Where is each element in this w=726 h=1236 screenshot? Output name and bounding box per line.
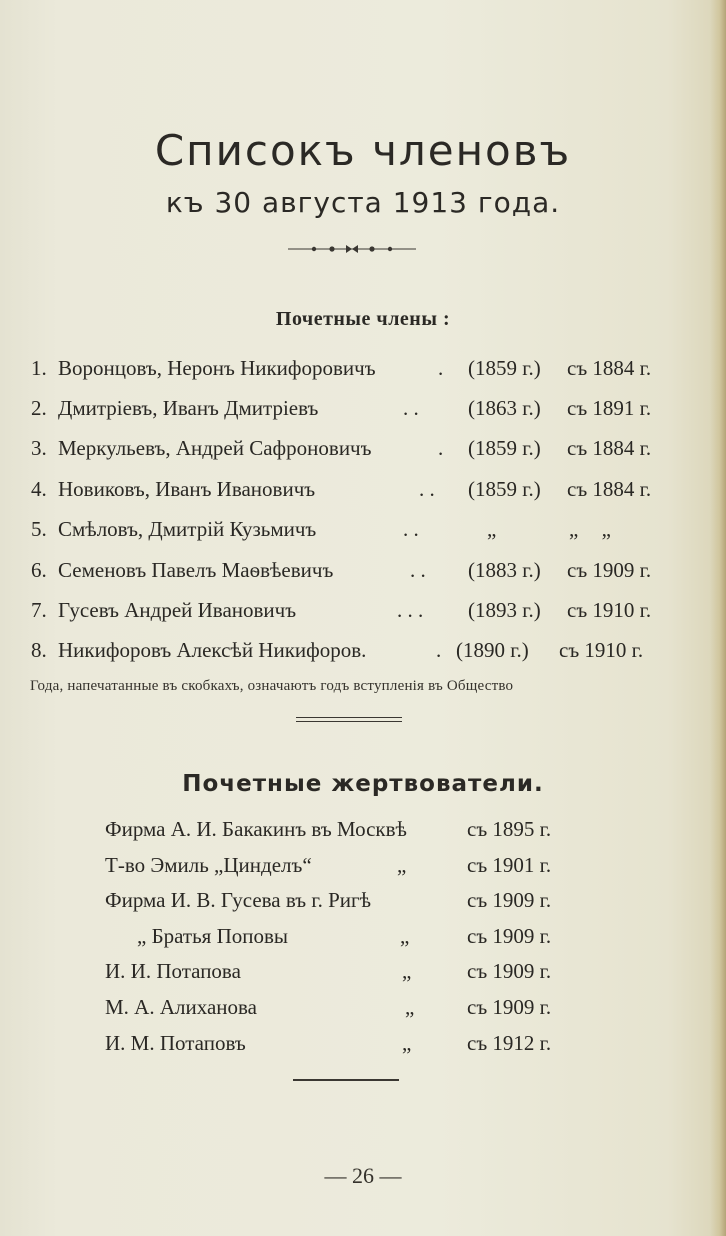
row-number: 2. bbox=[31, 396, 47, 420]
member-since: „ „ bbox=[569, 517, 611, 541]
list-item bbox=[105, 924, 605, 954]
member-birth-year: (1890 г.) bbox=[456, 638, 529, 662]
ditto-mark: „ bbox=[402, 959, 412, 983]
page-number: — 26 — bbox=[324, 1163, 402, 1188]
donor-since: съ 1901 г. bbox=[467, 853, 552, 877]
donor-name: Т-во Эмиль „Цинделъ“ bbox=[105, 853, 312, 877]
member-since: съ 1884 г. bbox=[567, 436, 652, 460]
closing-rule bbox=[293, 1079, 399, 1081]
member-name: Новиковъ, Иванъ Ивановичъ bbox=[58, 477, 316, 501]
row-number: 8. bbox=[31, 638, 47, 662]
list-item bbox=[105, 888, 605, 918]
list-item bbox=[105, 959, 605, 989]
member-name: Воронцовъ, Неронъ Никифоровичъ bbox=[58, 356, 376, 380]
list-item bbox=[105, 853, 605, 883]
donor-name: М. А. Алиханова bbox=[105, 995, 257, 1019]
member-birth-year: (1859 г.) bbox=[468, 436, 541, 460]
list-item bbox=[31, 598, 681, 628]
donor-name: И. И. Потапова bbox=[105, 959, 241, 983]
row-number: 7. bbox=[31, 598, 47, 622]
leader-dots: . . bbox=[410, 558, 426, 582]
leader-dots: . . . bbox=[397, 598, 424, 622]
section-heading-honorary-members: Почетные члены : bbox=[275, 308, 451, 330]
donor-since: съ 1909 г. bbox=[467, 888, 552, 912]
member-since: съ 1884 г. bbox=[567, 477, 652, 501]
donor-since: съ 1895 г. bbox=[467, 817, 552, 841]
row-number: 6. bbox=[31, 558, 47, 582]
ornament-divider bbox=[286, 243, 418, 255]
double-rule-bottom bbox=[296, 721, 402, 722]
member-since: съ 1884 г. bbox=[567, 356, 652, 380]
member-name: Меркульевъ, Андрей Сафроновичъ bbox=[58, 436, 372, 460]
donor-name: Фирма И. В. Гусева въ г. Ригѣ bbox=[105, 888, 372, 912]
list-item bbox=[31, 517, 681, 547]
row-number: 5. bbox=[31, 517, 47, 541]
list-item bbox=[105, 817, 605, 847]
member-since: съ 1891 г. bbox=[567, 396, 652, 420]
leader-dots: . bbox=[436, 638, 442, 662]
member-birth-year: (1859 г.) bbox=[468, 356, 541, 380]
section-heading-honorary-donors: Почетные жертвователи. bbox=[182, 771, 544, 797]
member-birth-year: (1883 г.) bbox=[468, 558, 541, 582]
list-item bbox=[31, 638, 681, 668]
leader-dots: . . bbox=[419, 477, 435, 501]
donor-name: Фирма А. И. Бакакинъ въ Москвѣ bbox=[105, 817, 407, 841]
donor-name: И. М. Потаповъ bbox=[105, 1031, 246, 1055]
donor-since: съ 1909 г. bbox=[467, 995, 552, 1019]
list-item bbox=[31, 356, 681, 386]
donor-since: съ 1912 г. bbox=[467, 1031, 552, 1055]
member-name: Никифоровъ Алексѣй Никифоров. bbox=[58, 638, 367, 662]
list-item bbox=[31, 558, 681, 588]
member-birth-year: (1859 г.) bbox=[468, 477, 541, 501]
ditto-mark: „ bbox=[402, 1031, 412, 1055]
member-name: Семеновъ Павелъ Маѳвѣевичъ bbox=[58, 558, 334, 582]
member-since: съ 1910 г. bbox=[559, 638, 644, 662]
member-name: Дмитріевъ, Иванъ Дмитріевъ bbox=[58, 396, 319, 420]
ditto-mark: „ bbox=[397, 853, 407, 877]
list-item bbox=[31, 396, 681, 426]
list-item bbox=[105, 995, 605, 1025]
leader-dots: . bbox=[438, 436, 444, 460]
page-subtitle: къ 30 августа 1913 года. bbox=[165, 186, 561, 219]
double-rule-top bbox=[296, 717, 402, 718]
member-since: съ 1909 г. bbox=[567, 558, 652, 582]
page-title: Списокъ членовъ bbox=[154, 126, 572, 175]
member-birth-year: (1893 г.) bbox=[468, 598, 541, 622]
ditto-mark: „ bbox=[405, 995, 415, 1019]
member-name: Гусевъ Андрей Ивановичъ bbox=[58, 598, 297, 622]
list-item bbox=[105, 1031, 605, 1061]
row-number: 1. bbox=[31, 356, 47, 380]
list-item bbox=[31, 477, 681, 507]
ditto-mark: „ bbox=[400, 924, 410, 948]
row-number: 4. bbox=[31, 477, 47, 501]
leader-dots: . bbox=[438, 356, 444, 380]
member-since: съ 1910 г. bbox=[567, 598, 652, 622]
donor-since: съ 1909 г. bbox=[467, 924, 552, 948]
donor-name: „ Братья Поповы bbox=[137, 924, 288, 948]
donor-since: съ 1909 г. bbox=[467, 959, 552, 983]
row-number: 3. bbox=[31, 436, 47, 460]
member-birth-year: (1863 г.) bbox=[468, 396, 541, 420]
member-birth-year: „ bbox=[487, 517, 497, 541]
list-item bbox=[31, 436, 681, 466]
member-name: Смѣловъ, Дмитрій Кузьмичъ bbox=[58, 517, 317, 541]
leader-dots: . . bbox=[403, 517, 419, 541]
leader-dots: . . bbox=[403, 396, 419, 420]
footnote: Года, напечатанные въ скобкахъ, означаютъ годъ вступленія въ Общество bbox=[30, 678, 514, 694]
